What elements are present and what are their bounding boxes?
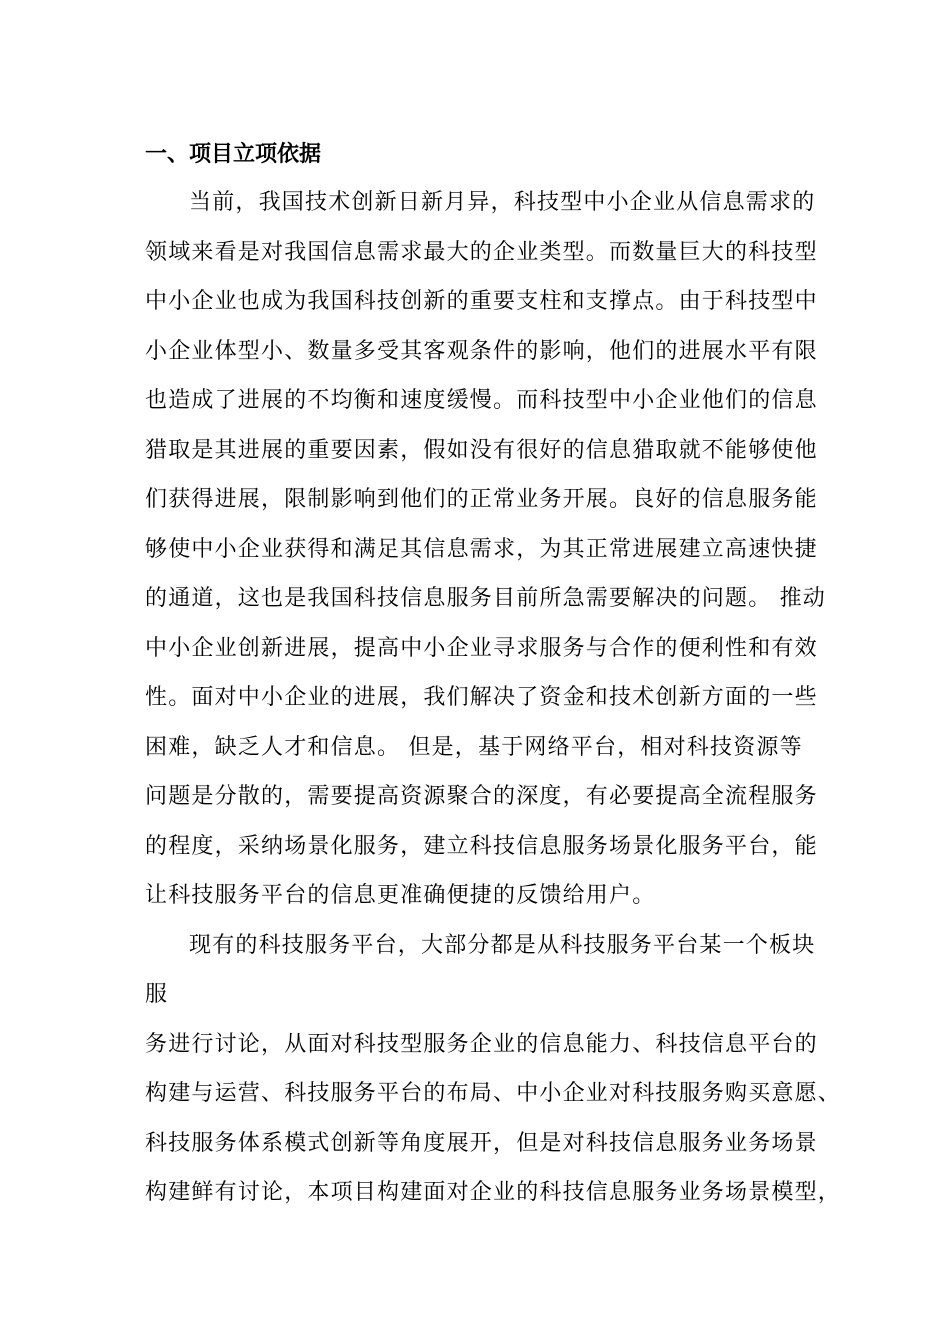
text-line: 小企业体型小、数量多受其客观条件的影响，他们的进展水平有限 xyxy=(145,338,818,364)
text-line: 科技服务体系模式创新等角度展开，但是对科技信息服务业务场景 xyxy=(145,1130,818,1156)
text-line: 们获得进展，限制影响到他们的正常业务开展。良好的信息服务能 xyxy=(145,487,818,512)
text-line: 构建与运营、科技服务平台的布局、中小企业对科技服务购买意愿、 xyxy=(145,1081,842,1106)
text-line: 也造成了进展的不均衡和速度缓慢。而科技型中小企业他们的信息 xyxy=(145,388,818,413)
text-line: 性。面对中小企业的进展，我们解决了资金和技术创新方面的一些 xyxy=(145,685,818,710)
text-line: 的通道，这也是我国科技信息服务目前所急需要解决的问题。 推动 xyxy=(145,586,826,611)
paragraph-2 xyxy=(145,921,842,1218)
text-line: 问题是分散的，需要提高资源聚合的深度，有必要提高全流程服务 xyxy=(145,784,818,809)
text-line: 中小企业也成为我国科技创新的重要支柱和支撑点。由于科技型中 xyxy=(145,289,818,314)
document-body xyxy=(145,130,842,1218)
text-line: 务进行讨论，从面对科技型服务企业的信息能力、科技信息平台的 xyxy=(145,1031,818,1057)
text-line: 领域来看是对我国信息需求最大的企业类型。而数量巨大的科技型 xyxy=(145,239,818,265)
text-line: 现有的科技服务平台，大部分都是从科技服务平台某一个板块 xyxy=(189,932,816,958)
text-line: 困难，缺乏人才和信息。 但是，基于网络平台，相对科技资源等 xyxy=(145,734,803,760)
text-line: 服 xyxy=(145,982,169,1007)
text-line: 构建鲜有讨论，本项目构建面对企业的科技信息服务业务场景模型， xyxy=(145,1180,842,1205)
text-line: 当前，我国技术创新日新月异，科技型中小企业从信息需求的 xyxy=(189,190,816,215)
text-line: 猎取是其进展的重要因素，假如没有很好的信息猎取就不能够使他 xyxy=(145,437,818,463)
text-line: 够使中小企业获得和满足其信息需求，为其正常进展建立高速快捷 xyxy=(145,536,818,562)
text-line: 的程度，采纳场景化服务，建立科技信息服务场景化服务平台，能 xyxy=(145,833,818,859)
text-line: 让科技服务平台的信息更准确便捷的反馈给用户。 xyxy=(145,883,656,908)
paragraph-1 xyxy=(145,178,826,921)
section-heading: 一、项目立项依据 xyxy=(145,141,322,167)
text-line: 中小企业创新进展，提高中小企业寻求服务与合作的便利性和有效 xyxy=(145,635,818,661)
